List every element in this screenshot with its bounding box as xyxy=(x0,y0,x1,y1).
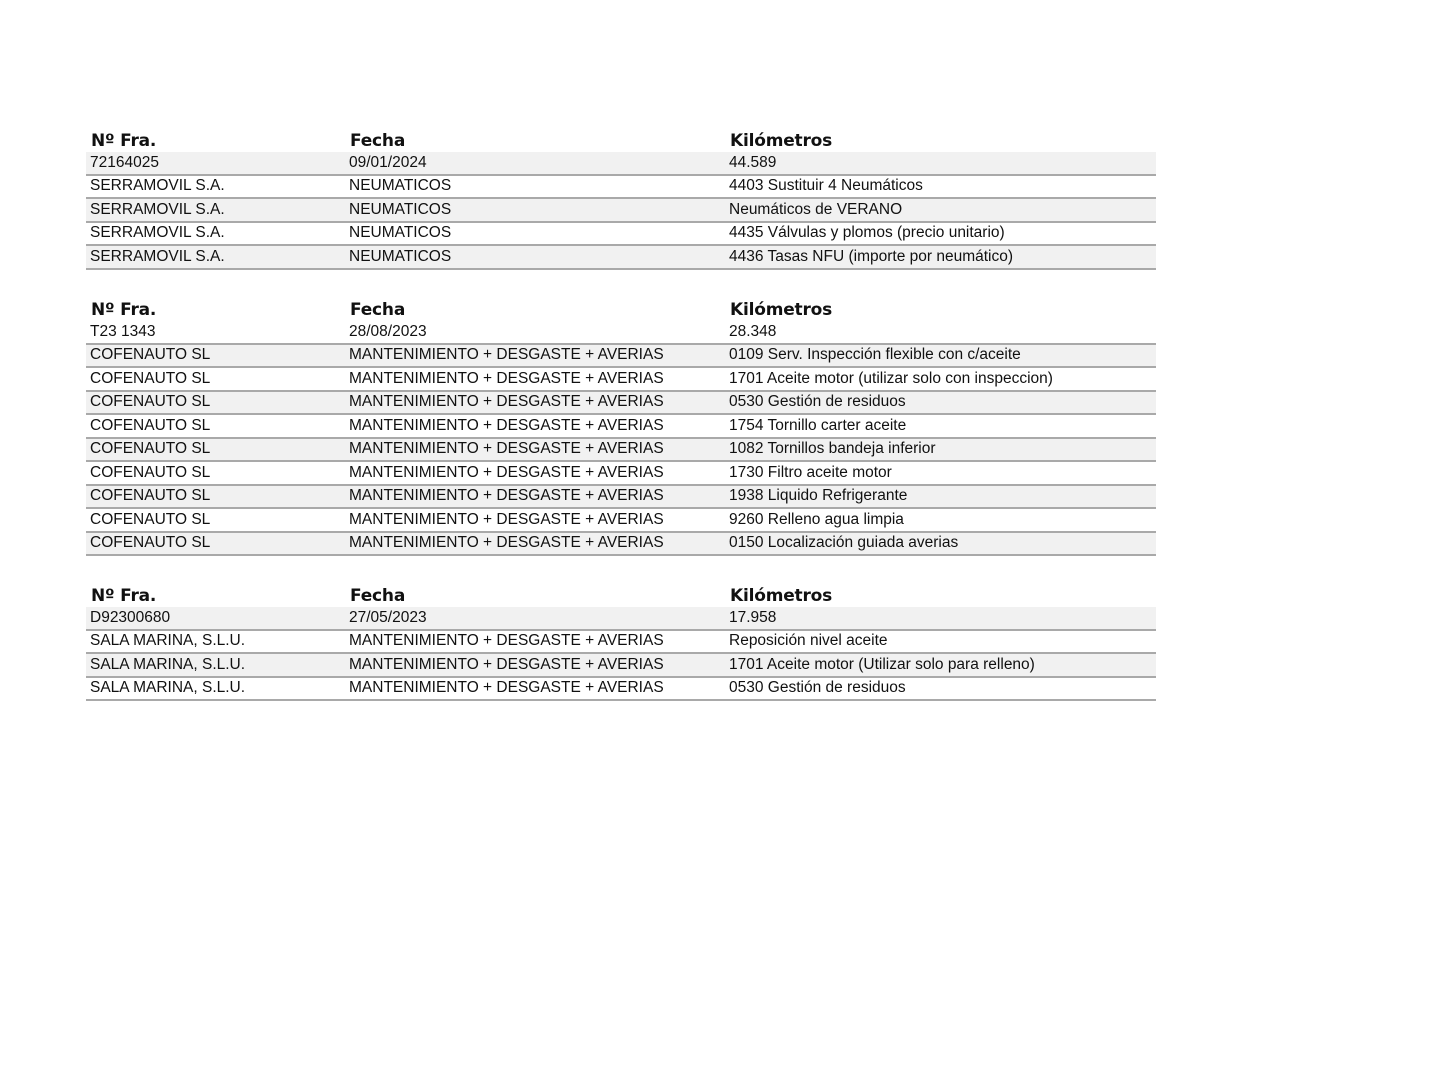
line-description: 1701 Aceite motor (Utilizar solo para relleno) xyxy=(729,655,1035,673)
invoice-number: T23 1343 xyxy=(90,322,156,340)
invoice-summary-row xyxy=(86,152,1156,176)
line-provider: COFENAUTO SL xyxy=(90,346,211,364)
line-category: MANTENIMIENTO + DESGASTE + AVERIAS xyxy=(349,655,664,673)
invoice-line-row xyxy=(86,439,1156,463)
line-provider: COFENAUTO SL xyxy=(90,393,211,411)
line-provider: COFENAUTO SL xyxy=(90,416,211,434)
invoice-line-row xyxy=(86,509,1156,533)
header-km: Kilómetros xyxy=(730,131,833,151)
line-category: NEUMATICOS xyxy=(349,177,452,195)
line-category: MANTENIMIENTO + DESGASTE + AVERIAS xyxy=(349,510,664,528)
line-description: 1730 Filtro aceite motor xyxy=(729,463,892,481)
header-km: Kilómetros xyxy=(730,300,833,320)
line-description: 1701 Aceite motor (utilizar solo con inspeccion) xyxy=(729,369,1053,387)
header-invoice-no: Nº Fra. xyxy=(91,300,157,320)
line-provider: COFENAUTO SL xyxy=(90,534,211,552)
invoice-block xyxy=(86,295,1156,556)
line-provider: SERRAMOVIL S.A. xyxy=(90,247,225,265)
header-date: Fecha xyxy=(350,131,406,151)
line-description: 1082 Tornillos bandeja inferior xyxy=(729,440,936,458)
line-category: MANTENIMIENTO + DESGASTE + AVERIAS xyxy=(349,393,664,411)
invoice-km: 17.958 xyxy=(729,608,777,626)
line-description: Reposición nivel aceite xyxy=(729,632,888,650)
line-category: MANTENIMIENTO + DESGASTE + AVERIAS xyxy=(349,369,664,387)
invoice-line-row xyxy=(86,199,1156,223)
line-description: Neumáticos de VERANO xyxy=(729,200,903,218)
line-provider: SALA MARINA, S.L.U. xyxy=(90,679,246,697)
line-provider: SALA MARINA, S.L.U. xyxy=(90,655,246,673)
line-provider: COFENAUTO SL xyxy=(90,440,211,458)
line-category: MANTENIMIENTO + DESGASTE + AVERIAS xyxy=(349,534,664,552)
invoice-date: 09/01/2024 xyxy=(349,153,427,171)
line-description: 4403 Sustituir 4 Neumáticos xyxy=(729,177,923,195)
line-provider: SERRAMOVIL S.A. xyxy=(90,200,225,218)
line-category: MANTENIMIENTO + DESGASTE + AVERIAS xyxy=(349,416,664,434)
header-date: Fecha xyxy=(350,300,406,320)
line-description: 1754 Tornillo carter aceite xyxy=(729,416,907,434)
line-category: MANTENIMIENTO + DESGASTE + AVERIAS xyxy=(349,440,664,458)
line-provider: COFENAUTO SL xyxy=(90,369,211,387)
invoice-line-row xyxy=(86,486,1156,510)
invoice-header-row xyxy=(86,581,1156,607)
line-description: 0109 Serv. Inspección flexible con c/aceite xyxy=(729,346,1021,364)
header-km: Kilómetros xyxy=(730,586,833,606)
invoice-line-row xyxy=(86,223,1156,247)
line-category: MANTENIMIENTO + DESGASTE + AVERIAS xyxy=(349,346,664,364)
invoice-line-row xyxy=(86,176,1156,200)
invoice-km: 44.589 xyxy=(729,153,777,171)
invoice-block xyxy=(86,581,1156,701)
line-provider: COFENAUTO SL xyxy=(90,487,211,505)
line-provider: SALA MARINA, S.L.U. xyxy=(90,632,246,650)
line-category: NEUMATICOS xyxy=(349,247,452,265)
invoice-line-row xyxy=(86,462,1156,486)
line-category: MANTENIMIENTO + DESGASTE + AVERIAS xyxy=(349,679,664,697)
invoice-block xyxy=(86,126,1156,270)
line-description: 4435 Válvulas y plomos (precio unitario) xyxy=(729,224,1005,242)
line-description: 4436 Tasas NFU (importe por neumático) xyxy=(729,247,1014,265)
invoice-number: 72164025 xyxy=(90,153,159,171)
invoice-line-row xyxy=(86,654,1156,678)
header-invoice-no: Nº Fra. xyxy=(91,586,157,606)
invoice-line-row xyxy=(86,368,1156,392)
invoice-line-row xyxy=(86,345,1156,369)
invoice-header-row xyxy=(86,295,1156,321)
invoice-line-row xyxy=(86,678,1156,702)
header-date: Fecha xyxy=(350,586,406,606)
line-category: NEUMATICOS xyxy=(349,200,452,218)
invoice-km: 28.348 xyxy=(729,322,777,340)
invoice-number: D92300680 xyxy=(90,608,171,626)
invoice-line-row xyxy=(86,246,1156,270)
line-description: 1938 Liquido Refrigerante xyxy=(729,487,908,505)
invoice-summary-row xyxy=(86,321,1156,345)
line-provider: SERRAMOVIL S.A. xyxy=(90,177,225,195)
invoice-line-row xyxy=(86,415,1156,439)
invoice-line-row xyxy=(86,631,1156,655)
line-provider: COFENAUTO SL xyxy=(90,510,211,528)
line-description: 0530 Gestión de residuos xyxy=(729,679,906,697)
line-description: 9260 Relleno agua limpia xyxy=(729,510,904,528)
line-category: MANTENIMIENTO + DESGASTE + AVERIAS xyxy=(349,632,664,650)
line-description: 0150 Localización guiada averias xyxy=(729,534,959,552)
line-category: MANTENIMIENTO + DESGASTE + AVERIAS xyxy=(349,463,664,481)
invoice-date: 27/05/2023 xyxy=(349,608,427,626)
line-provider: SERRAMOVIL S.A. xyxy=(90,224,225,242)
invoice-line-row xyxy=(86,392,1156,416)
invoice-line-row xyxy=(86,533,1156,557)
invoice-header-row xyxy=(86,126,1156,152)
line-category: NEUMATICOS xyxy=(349,224,452,242)
line-description: 0530 Gestión de residuos xyxy=(729,393,906,411)
invoice-date: 28/08/2023 xyxy=(349,322,427,340)
line-category: MANTENIMIENTO + DESGASTE + AVERIAS xyxy=(349,487,664,505)
invoice-summary-row xyxy=(86,607,1156,631)
line-provider: COFENAUTO SL xyxy=(90,463,211,481)
header-invoice-no: Nº Fra. xyxy=(91,131,157,151)
